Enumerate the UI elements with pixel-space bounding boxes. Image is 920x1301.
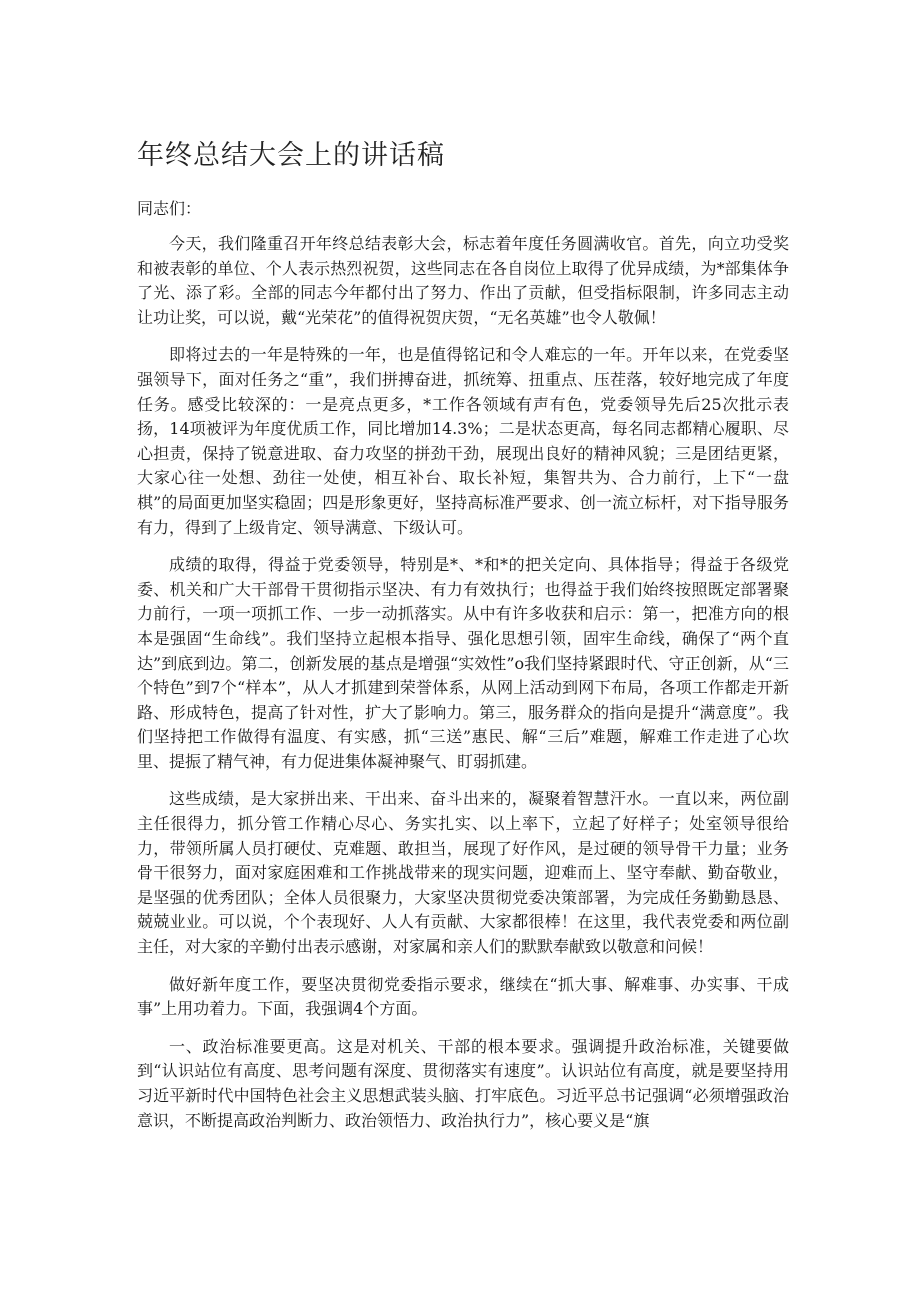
paragraph-2: 即将过去的一年是特殊的一年，也是值得铭记和令人难忘的一年。开年以来，在党委坚强领导下，面对任务之“重”，我们拼搏奋进，抓统筹、扭重点、压茬落，较好地完成了年度任务。感受比较深的：一是亮点更多，*工作各领域有声有色，党委领导先后25次批示表扬，14项被评为年度优质工作，同比增加14.3%；二是状态更高，每名同志都精心履职、尽心担责，保持了锐意进取、奋力攻坚的拼劲干劲，展现出良好的精神风貌；三是团结更紧，大家心往一处想、劲往一处使，相互补台、取长补短，集智共为、合力前行，上下“一盘棋”的局面更加坚实稳固；四是形象更好，坚持高标准严要求、创一流立标杆，对下指导服务有力，得到了上级肯定、领导满意、下级认可。 <box>137 345 789 537</box>
document-page <box>137 138 789 1146</box>
paragraph-3: 成绩的取得，得益于党委领导，特别是*、*和*的把关定向、具体指导；得益于各级党委、机关和广大干部骨干贯彻指示坚决、有力有效执行；也得益于我们始终按照既定部署聚力前行，一项一项抓工作、一步一动抓落实。从中有许多收获和启示：第一，把准方向的根本是强固“生命线”。我们坚持立起根本指导、强化思想引领，固牢生命线，确保了“两个直达”到底到边。第二，创新发展的基点是增强“实效性”o我们坚持紧跟时代、守正创新，从“三个特色”到7个“样本”，从人才抓建到荣誉体系，从网上活动到网下布局，各项工作都走开新路、形成特色，提高了针对性，扩大了影响力。第三，服务群众的指向是提升“满意度”。我们坚持把工作做得有温度、有实感，抓“三送”惠民、解“三后”难题，解难工作走进了心坎里、提振了精气神，有力促进集体凝神聚气、盯弱抓建。 <box>137 555 789 771</box>
document-title: 年终总结大会上的讲话稿 <box>137 140 445 171</box>
paragraph-1: 今天，我们隆重召开年终总结表彰大会，标志着年度任务圆满收官。首先，向立功受奖和被表彰的单位、个人表示热烈祝贺，这些同志在各自岗位上取得了优异成绩，为*部集体争了光、添了彩。全部的同志今年都付出了努力、作出了贡献，但受指标限制，许多同志主动让功让奖，可以说，戴“光荣花”的值得祝贺庆贺，“无名英雄”也令人敬佩！ <box>137 234 789 327</box>
paragraph-6: 一、政治标准要更高。这是对机关、干部的根本要求。强调提升政治标准，关键要做到“认识站位有高度、思考问题有深度、贯彻落实有速度”。认识站位有高度，就是要坚持用习近平新时代中国特色社会主义思想武装头脑、打牢底色。习近平总书记强调“必须增强政治意识，不断提高政治判断力、政治领悟力、政治执行力”，核心要义是“旗 <box>137 1036 789 1130</box>
paragraph-4: 这些成绩，是大家拼出来、干出来、奋斗出来的，凝聚着智慧汗水。一直以来，两位副主任很得力，抓分管工作精心尽心、务实扎实、以上率下，立起了好样子；处室领导很给力，带领所属人员打硬仗、克难题、敢担当，展现了好作风，是过硬的领导骨干力量；业务骨干很努力，面对家庭困难和工作挑战带来的现实问题，迎难而上、坚守奉献、勤奋敬业，是坚强的优秀团队；全体人员很聚力，大家坚决贯彻党委决策部署，为完成任务勤勤恳恳、兢兢业业。可以说，个个表现好、人人有贡献、大家都很棒！在这里，我代表党委和两位副主任，对大家的辛勤付出表示感谢，对家属和亲人们的默默奉献致以敬意和问候！ <box>137 789 789 957</box>
greeting: 同志们： <box>137 199 202 218</box>
paragraph-5: 做好新年度工作，要坚决贯彻党委指示要求，继续在“抓大事、解难事、办实事、干成事”上用功着力。下面，我强调4个方面。 <box>137 974 789 1019</box>
